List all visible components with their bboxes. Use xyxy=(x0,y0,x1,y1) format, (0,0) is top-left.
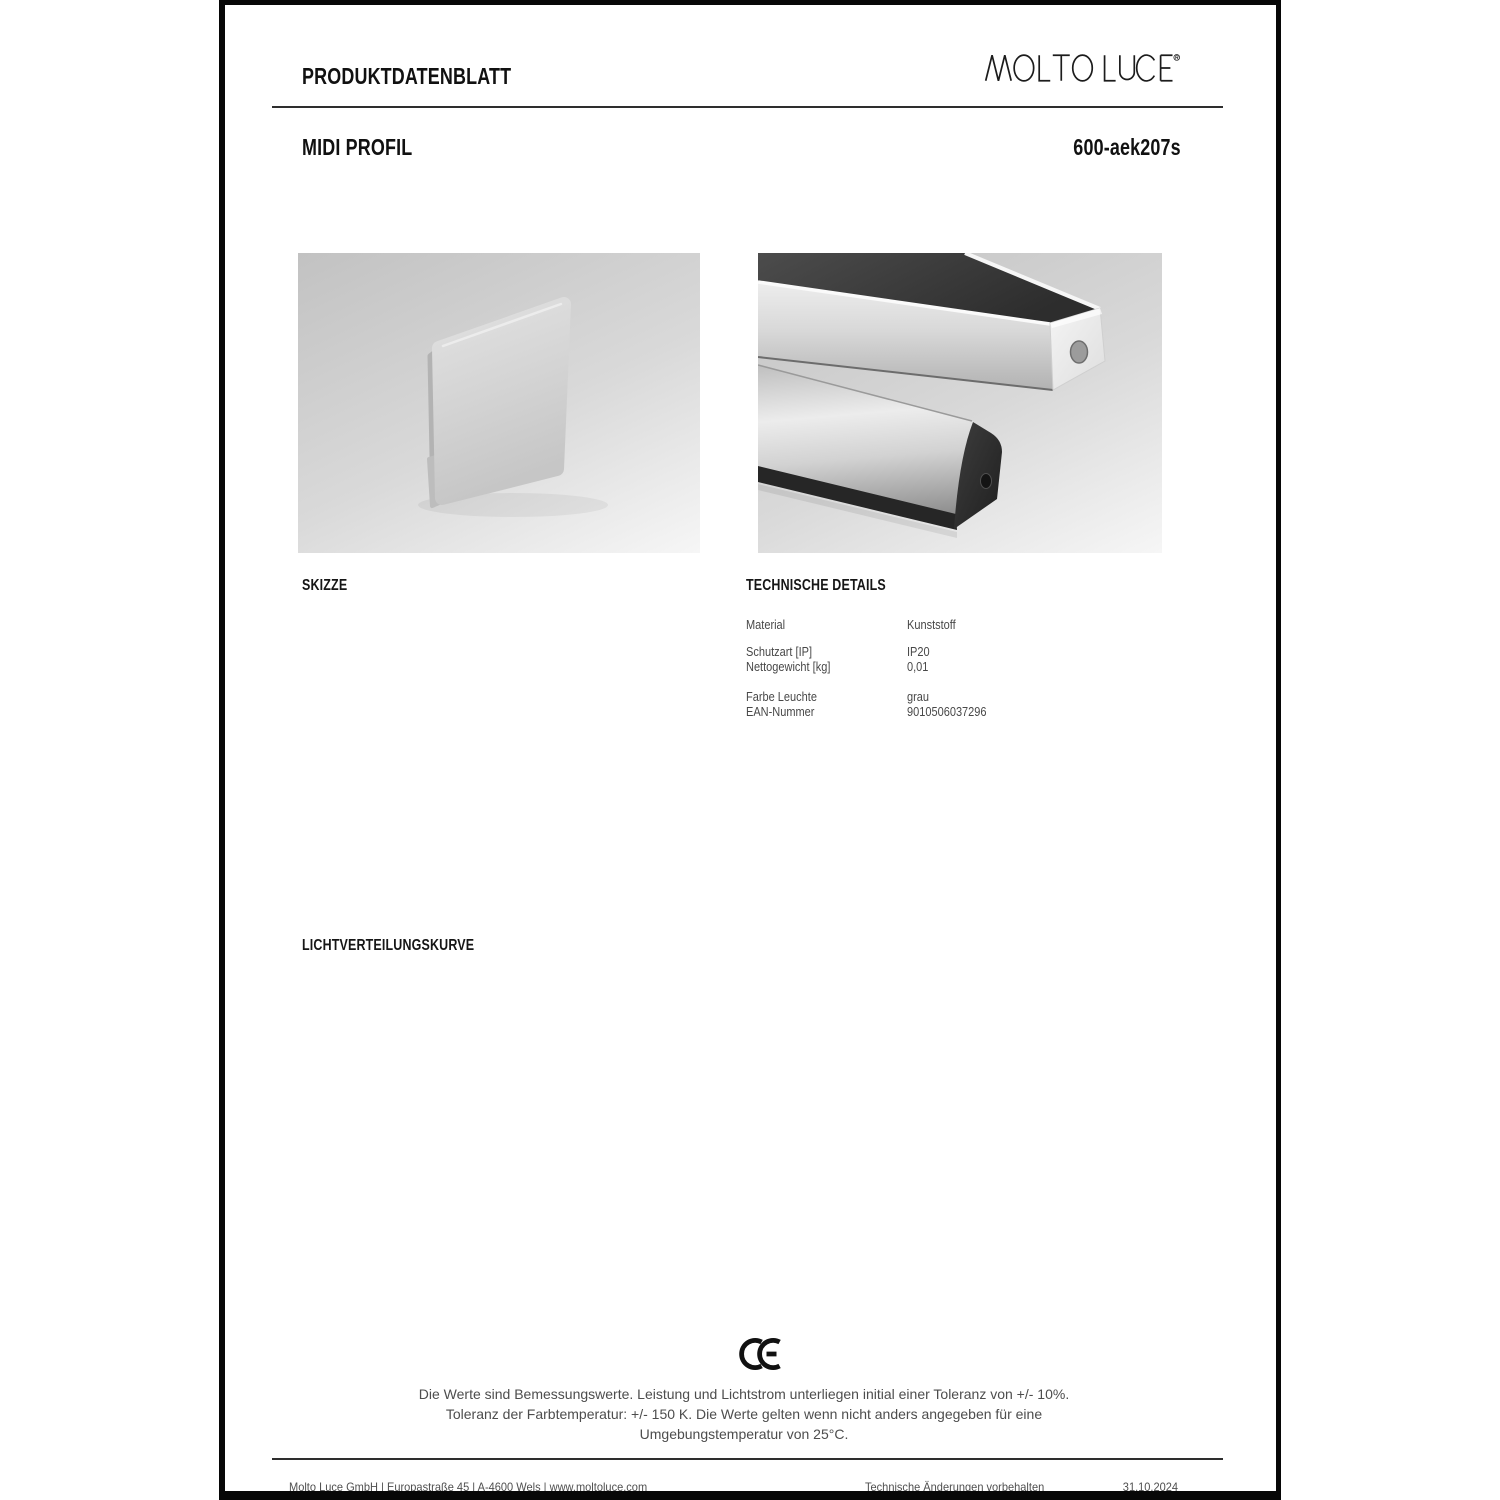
tech-value: Kunststoff xyxy=(907,618,956,632)
tech-value: 0,01 xyxy=(907,660,929,674)
footer-divider xyxy=(272,1458,1223,1460)
logo-letter-o2 xyxy=(1073,55,1093,81)
disclaimer-line-1: Die Werte sind Bemessungswerte. Leistung und Lichtstrom unterliegen initial einer Toleranz von +/- 10%. xyxy=(418,1386,1070,1402)
logo-letter-c xyxy=(1137,55,1155,81)
logo-letter-l xyxy=(1039,55,1050,80)
tech-label: EAN-Nummer xyxy=(746,705,815,719)
endcap-render xyxy=(298,253,700,553)
product-image-profile xyxy=(758,253,1162,553)
registered-mark-r xyxy=(1176,56,1178,59)
profile-render xyxy=(758,253,1162,553)
table-row xyxy=(746,618,1182,634)
logo-letter-e xyxy=(1161,55,1173,80)
datasheet-page xyxy=(219,0,1281,1500)
page-border-frame xyxy=(219,0,1281,1500)
footer-changes-note: Technische Änderungen vorbehalten xyxy=(865,1480,1045,1494)
table-row xyxy=(746,660,1182,676)
sketch-heading: SKIZZE xyxy=(302,577,348,594)
logo-letter-u xyxy=(1120,55,1134,79)
product-name: MIDI PROFIL xyxy=(302,134,413,160)
ce-letter-e xyxy=(760,1340,780,1367)
doc-type-label: PRODUKTDATENBLATT xyxy=(302,63,512,89)
disclaimer-text xyxy=(219,1384,1269,1444)
technical-details-table xyxy=(746,618,1182,732)
tech-value: IP20 xyxy=(907,644,930,659)
logo-letter-l2 xyxy=(1105,55,1116,80)
footer-company-line: Molto Luce GmbH | Europastraße 45 | A-4600 Wels | www.moltoluce.com xyxy=(289,1480,648,1494)
table-row xyxy=(746,690,1182,706)
molto-luce-logo xyxy=(984,51,1181,85)
disclaimer-line-2: Toleranz der Farbtemperatur: +/- 150 K. Die Werte gelten wenn nicht anders angegeben für eine xyxy=(445,1406,1043,1422)
logo-letter-o xyxy=(1014,55,1034,81)
cap-main-face xyxy=(439,304,564,498)
tech-label: Schutzart [IP] xyxy=(746,644,813,659)
tech-label: Nettogewicht [kg] xyxy=(746,660,831,674)
article-number: 600-aek207s xyxy=(1073,134,1181,160)
table-row xyxy=(746,705,1182,721)
round-profile xyxy=(758,365,1002,538)
round-cap-hole xyxy=(981,474,992,489)
footer-date: 31.10.2024 xyxy=(1122,1480,1178,1494)
tech-group xyxy=(746,645,1182,676)
square-profile xyxy=(758,253,1105,390)
tech-group xyxy=(746,618,1182,634)
table-row xyxy=(746,645,1182,661)
logo-letter-t xyxy=(1053,55,1070,80)
end-cap-hole xyxy=(1071,341,1088,363)
technical-details-heading: TECHNISCHE DETAILS xyxy=(746,577,886,594)
disclaimer-line-3: Umgebungstemperatur von 25°C. xyxy=(639,1426,849,1442)
light-distribution-heading: LICHTVERTEILUNGSKURVE xyxy=(302,937,475,954)
product-image-endcap xyxy=(298,253,700,553)
tech-value: 9010506037296 xyxy=(907,705,987,719)
ce-mark-icon xyxy=(738,1336,782,1372)
tech-label: Farbe Leuchte xyxy=(746,689,817,704)
tech-label: Material xyxy=(746,618,786,632)
logo-letter-m xyxy=(986,55,1011,80)
tech-value: grau xyxy=(907,689,930,704)
tech-group xyxy=(746,690,1182,721)
header-divider xyxy=(272,106,1223,108)
